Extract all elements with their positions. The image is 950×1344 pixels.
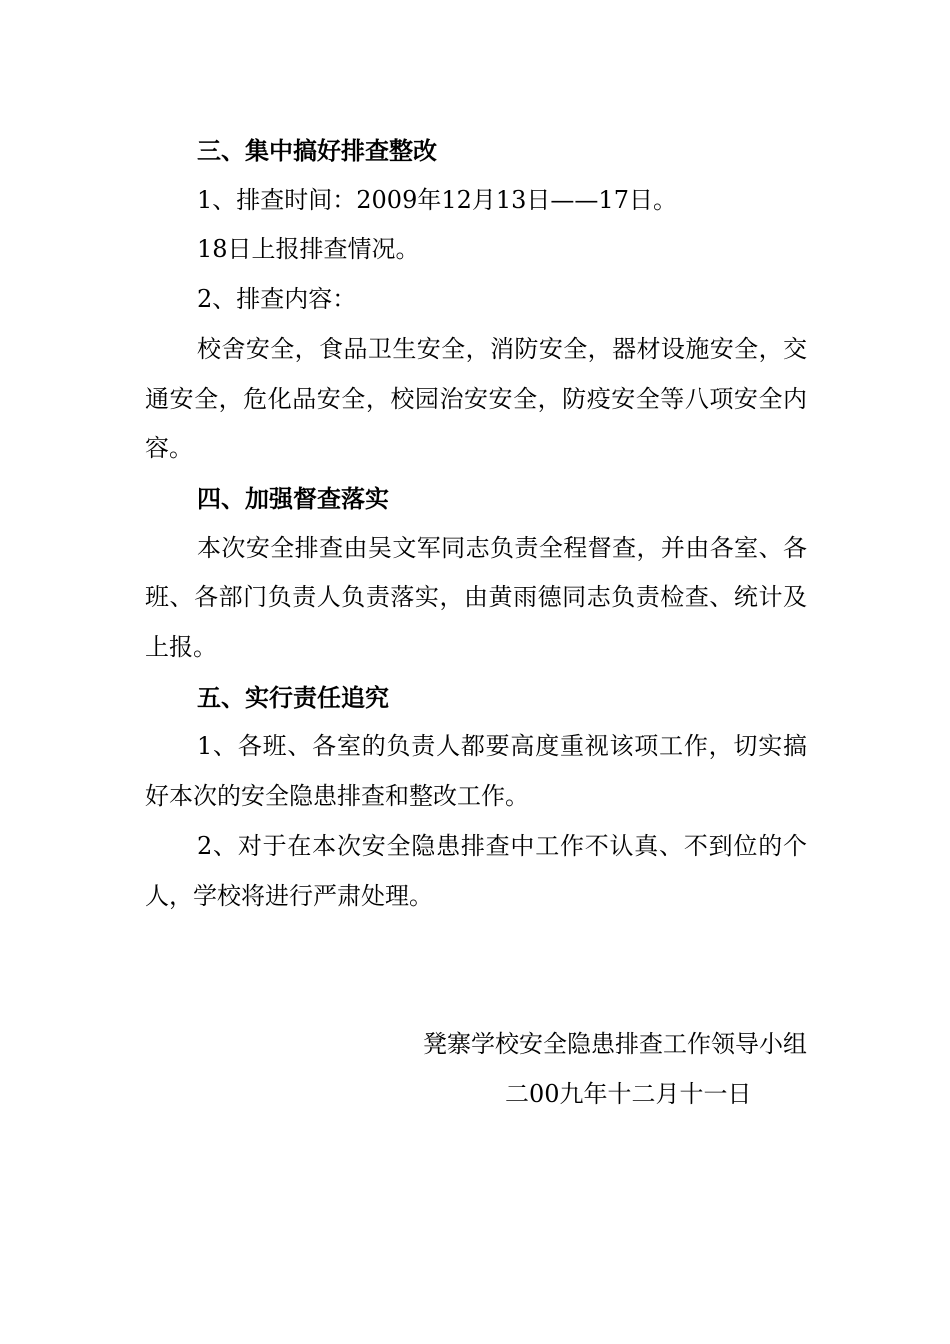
paragraph: 本次安全排查由吴文军同志负责全程督查，并由各室、各班、各部门负责人负责落实，由黄雨德同志负责检查、统计及上报。 [145,533,807,662]
signature-date: 二00九年十二月十一日 [505,1080,752,1108]
signature-organization: 凳寨学校安全隐患排查工作领导小组 [423,1030,807,1058]
paragraph: 2、对于在本次安全隐患排查中工作不认真、不到位的个人，学校将进行严肃处理。 [145,831,807,910]
section-heading: 三、集中搞好排查整改 [197,136,437,165]
section-heading: 四、加强督查落实 [197,483,389,513]
paragraph: 1、排查时间：2009年12月13日——17日。 [197,185,677,214]
paragraph: 校舍安全，食品卫生安全，消防安全，器材设施安全，交通安全，危化品安全，校园治安安全，防疫安全等八项安全内容。 [145,334,807,463]
paragraph: 1、各班、各室的负责人都要高度重视该项工作，切实搞好本次的安全隐患排查和整改工作。 [145,732,807,811]
document-body [145,126,807,921]
paragraph: 2、排查内容： [197,285,357,314]
paragraph: 18日上报排查情况。 [197,235,420,264]
section-heading: 五、实行责任追究 [197,682,389,712]
